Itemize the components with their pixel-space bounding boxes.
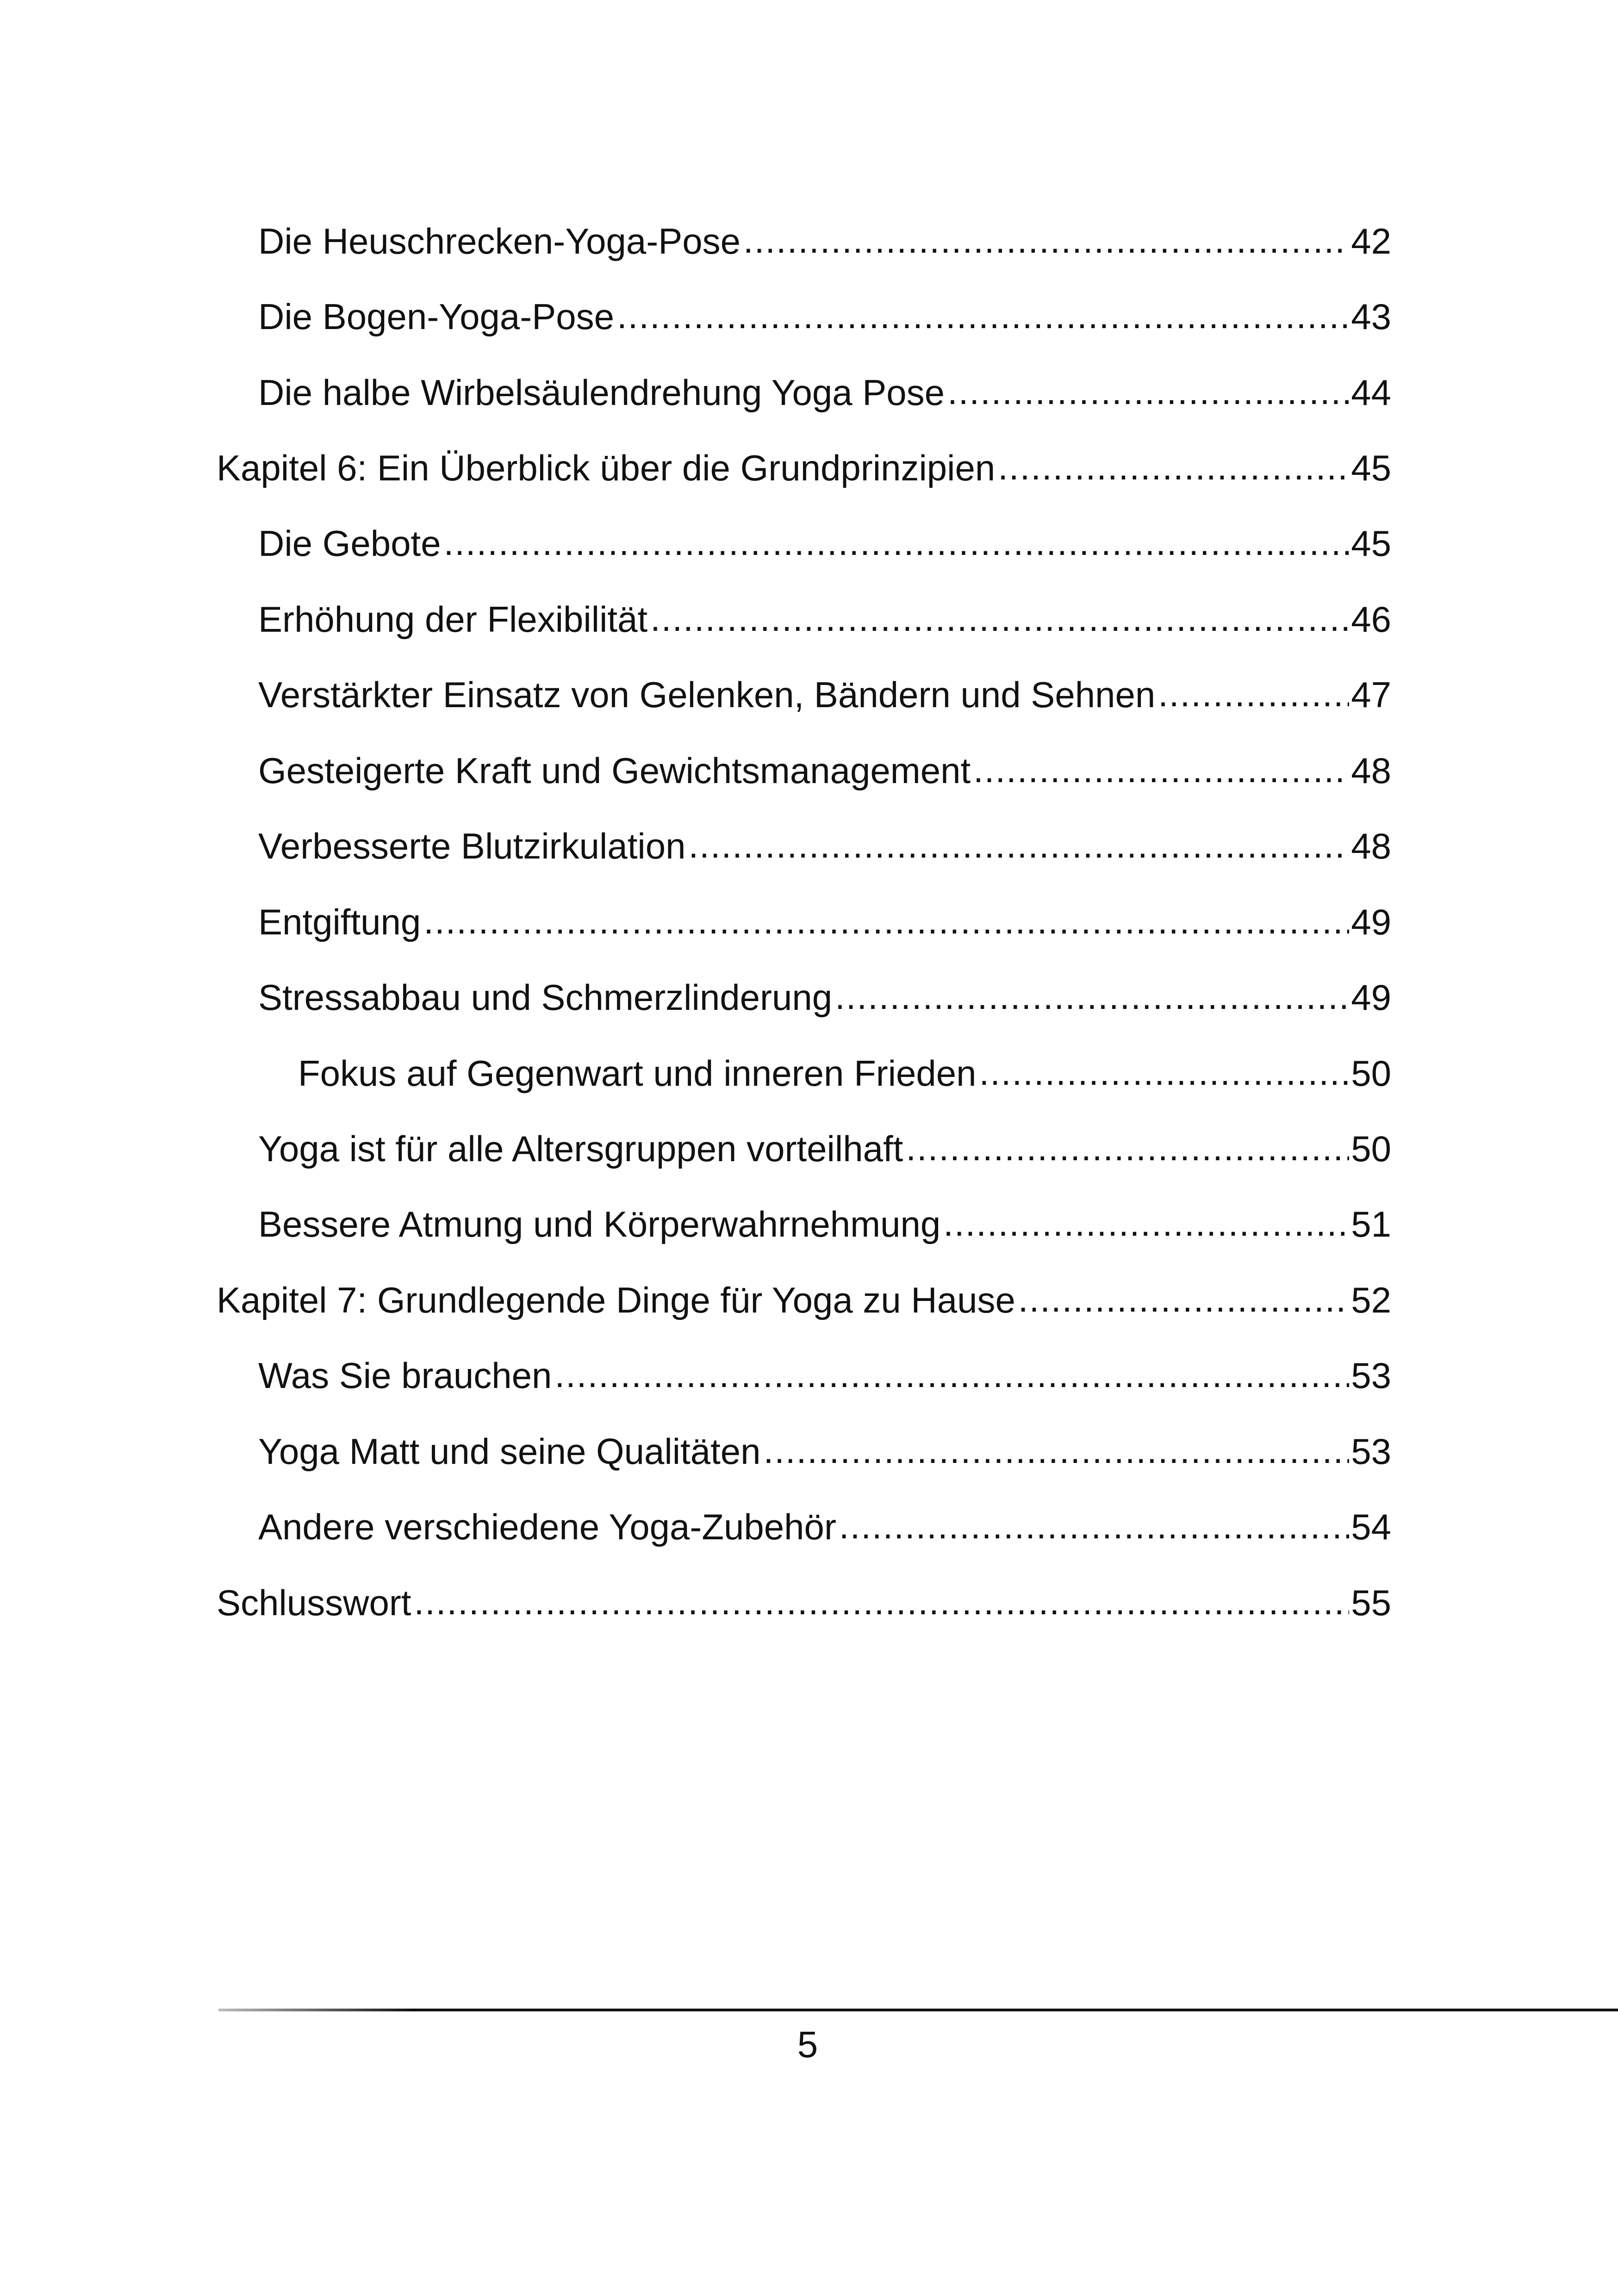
toc-entry[interactable] bbox=[258, 1414, 1391, 1472]
toc-entry-page: 53 bbox=[1351, 1431, 1391, 1472]
toc-entry-title: Schlusswort bbox=[217, 1582, 411, 1623]
toc-entry[interactable] bbox=[258, 809, 1391, 864]
toc-entry-page: 46 bbox=[1351, 599, 1391, 640]
toc-entry-page: 42 bbox=[1351, 221, 1391, 261]
toc-entry-title: Kapitel 6: Ein Überblick über die Grundprinzipien bbox=[217, 448, 996, 488]
toc-entry-title: Die Gebote bbox=[258, 523, 441, 564]
toc-entry-page: 49 bbox=[1351, 902, 1391, 942]
toc-dot-leader bbox=[1158, 676, 1349, 712]
toc-dot-leader bbox=[979, 1054, 1350, 1090]
toc-dot-leader bbox=[423, 903, 1349, 939]
toc-entry[interactable] bbox=[258, 279, 1391, 335]
toc-entry[interactable] bbox=[258, 1111, 1391, 1167]
toc-entry-title: Fokus auf Gegenwart und inneren Frieden bbox=[298, 1053, 977, 1094]
toc-entry[interactable] bbox=[258, 884, 1391, 940]
toc-dot-leader bbox=[835, 978, 1349, 1014]
toc-entry-page: 48 bbox=[1351, 826, 1391, 866]
toc-entry-page: 48 bbox=[1351, 750, 1391, 791]
toc-entry[interactable] bbox=[258, 1187, 1391, 1242]
toc-dot-leader bbox=[906, 1130, 1349, 1166]
toc-entry-title: Die halbe Wirbelsäulendrehung Yoga Pose bbox=[258, 372, 945, 413]
page-number: 5 bbox=[797, 2024, 818, 2065]
toc-dot-leader bbox=[650, 600, 1349, 636]
toc-dot-leader bbox=[973, 752, 1349, 788]
toc-dot-leader bbox=[1018, 1281, 1349, 1317]
toc-entry-title: Die Heuschrecken-Yoga-Pose bbox=[258, 221, 741, 261]
toc-entry-title: Kapitel 7: Grundlegende Dinge für Yoga zu Hause bbox=[217, 1280, 1015, 1320]
toc-entry-page: 45 bbox=[1351, 448, 1391, 488]
toc-entry-page: 53 bbox=[1351, 1355, 1391, 1396]
toc-entry-title: Was Sie brauchen bbox=[258, 1355, 552, 1396]
toc-entry[interactable] bbox=[258, 733, 1391, 789]
toc-entry-page: 45 bbox=[1351, 523, 1391, 564]
toc-entry-title: Yoga Matt und seine Qualitäten bbox=[258, 1431, 761, 1472]
toc-entry-title: Gesteigerte Kraft und Gewichtsmanagement bbox=[258, 750, 971, 791]
toc-entry-title: Die Bogen-Yoga-Pose bbox=[258, 296, 614, 337]
toc-dot-leader bbox=[444, 524, 1350, 560]
toc-chapter-entry[interactable] bbox=[217, 1565, 1391, 1621]
toc-chapter-entry[interactable] bbox=[217, 1263, 1391, 1318]
toc-dot-leader bbox=[414, 1584, 1349, 1620]
toc-entry-page: 44 bbox=[1351, 372, 1391, 413]
toc-dot-leader bbox=[947, 373, 1349, 410]
toc-entry[interactable] bbox=[258, 960, 1391, 1018]
footer-divider bbox=[218, 2009, 1618, 2011]
toc-entry-page: 54 bbox=[1351, 1506, 1391, 1547]
toc-dot-leader bbox=[764, 1432, 1350, 1468]
toc-entry-title: Erhöhung der Flexibilität bbox=[258, 599, 648, 640]
toc-entry[interactable] bbox=[258, 1489, 1391, 1545]
toc-entry-page: 50 bbox=[1351, 1128, 1391, 1169]
toc-entry[interactable] bbox=[258, 582, 1391, 640]
toc-dot-leader bbox=[688, 827, 1349, 863]
toc-entry-page: 49 bbox=[1351, 977, 1391, 1018]
toc-entry[interactable] bbox=[258, 506, 1391, 564]
toc-dot-leader bbox=[943, 1205, 1349, 1241]
toc-entry-page: 50 bbox=[1351, 1053, 1391, 1094]
toc-chapter-entry[interactable] bbox=[217, 430, 1391, 486]
toc-dot-leader bbox=[617, 298, 1349, 334]
toc-entry-page: 51 bbox=[1351, 1204, 1391, 1244]
toc-subentry[interactable] bbox=[298, 1036, 1391, 1094]
toc-entry-title: Andere verschiedene Yoga-Zubehör bbox=[258, 1506, 836, 1547]
toc-entry-title: Bessere Atmung und Körperwahrnehmung bbox=[258, 1204, 941, 1244]
toc-entry-title: Entgiftung bbox=[258, 902, 421, 942]
toc-dot-leader bbox=[743, 222, 1349, 258]
toc-entry[interactable] bbox=[258, 355, 1391, 411]
toc-entry-page: 52 bbox=[1351, 1280, 1391, 1320]
toc-entry-title: Stressabbau und Schmerzlinderung bbox=[258, 977, 833, 1018]
toc-entry-title: Yoga ist für alle Altersgruppen vorteilhaft bbox=[258, 1128, 903, 1169]
toc-entry-page: 47 bbox=[1351, 674, 1391, 715]
toc-entry-page: 43 bbox=[1351, 296, 1391, 337]
toc-entry[interactable] bbox=[258, 657, 1391, 713]
toc-dot-leader bbox=[839, 1508, 1349, 1544]
toc-entry[interactable] bbox=[258, 1338, 1391, 1394]
toc-entry-title: Verbesserte Blutzirkulation bbox=[258, 826, 686, 866]
toc-dot-leader bbox=[998, 449, 1349, 485]
toc-entry-page: 55 bbox=[1351, 1582, 1391, 1623]
toc-entry[interactable] bbox=[258, 204, 1391, 259]
toc-entry-title: Verstärkter Einsatz von Gelenken, Bändern und Sehnen bbox=[258, 674, 1156, 715]
toc-dot-leader bbox=[554, 1356, 1349, 1393]
